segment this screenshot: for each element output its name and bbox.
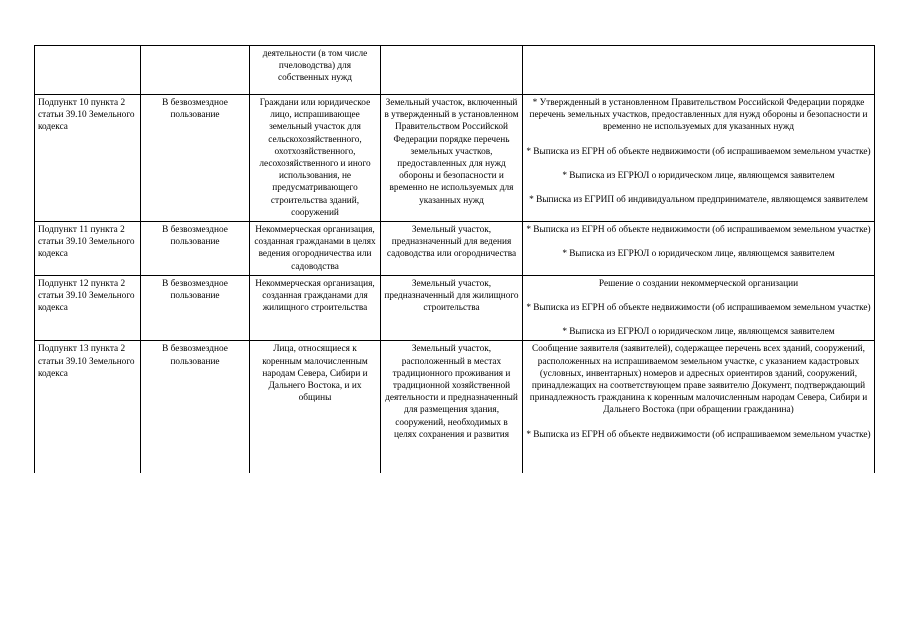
documents-cell (523, 95, 875, 222)
legal-basis-cell: Подпункт 10 пункта 2 статьи 39.10 Земельного кодекса (35, 95, 141, 222)
document-item: * Выписка из ЕГРН об объекте недвижимости (об испрашиваемом земельном участке) (526, 303, 871, 314)
table-row (35, 95, 875, 222)
legal-basis-cell: Подпункт 11 пункта 2 статьи 39.10 Земельного кодекса (35, 222, 141, 276)
document-item: * Выписка из ЕГРН об объекте недвижимости (об испрашиваемом земельном участке) (526, 429, 871, 440)
document-item: Сообщение заявителя (заявителей), содержащее перечень всех зданий, сооружений, расположенных на испрашиваемом земельном участке, с указанием кадастровых (условных, инвентарных) номеров и адресных ориентиров зданий, сооружений, принадлежащих на соответствующем праве заявителю Документ, подтверждающий принадлежность гражданина к коренным малочисленным народам Севера, Сибири и Дальнего Востока (при обращении гражданина) (529, 344, 868, 416)
document-item: * Выписка из ЕГРЮЛ о юридическом лице, являющемся заявителем (562, 170, 835, 181)
right-type-cell: В безвозмездное пользование (141, 222, 250, 276)
applicant-cell: Лица, относящиеся к коренным малочисленным народам Севера, Сибири и Дальнего Востока, и их общины (250, 341, 381, 474)
document-item: Решение о создании некоммерческой организации (598, 278, 799, 289)
applicant-cell: Граждани или юридическое лицо, испрашивающее земельный участок для сельскохозяйственного, охотхозяйственного, лесохозяйственного и иного использования, не предусматривающего строительства зданий, сооружений (250, 95, 381, 222)
right-type-cell: В безвозмездное пользование (141, 275, 250, 341)
land-plot-cell (381, 46, 523, 95)
document-item: * Утвержденный в установленном Правительством Российской Федерации порядке перечень земельных участков, предоставленных для нужд обороны и безопасности и временно не используемых для указанных нужд (529, 98, 868, 133)
document-item: * Выписка из ЕГРН об объекте недвижимости (об испрашиваемом земельном участке) (526, 146, 871, 157)
table-row (35, 341, 875, 474)
legal-basis-cell: Подпункт 13 пункта 2 статьи 39.10 Земельного кодекса (35, 341, 141, 474)
land-plot-cell: Земельный участок, расположенный в местах традиционного проживания и традиционной хозяйственной деятельности и предназначенный для размещения здания, сооружений, необходимых в целях сохранения и развития (381, 341, 523, 474)
land-plot-cell: Земельный участок, включенный в утвержденный в установленном Правительством Российской Федерации порядке перечень земельных участков, предоставленных для нужд обороны и безопасности и временно не используемых для указанных нужд (381, 95, 523, 222)
legal-basis-cell (35, 46, 141, 95)
table-row (35, 46, 875, 95)
legal-basis-cell: Подпункт 12 пункта 2 статьи 39.10 Земельного кодекса (35, 275, 141, 341)
applicant-cell: Некоммерческая организация, созданная гражданами для жилищного строительства (250, 275, 381, 341)
document-item: * Выписка из ЕГРИП об индивидуальном предпринимателе, являющемся заявителем (529, 195, 868, 206)
right-type-cell: В безвозмездное пользование (141, 341, 250, 474)
land-plot-cell: Земельный участок, предназначенный для жилищного строительства (381, 275, 523, 341)
applicant-cell: деятельности (в том числе пчеловодства) для собственных нужд (250, 46, 381, 95)
documents-cell (523, 222, 875, 276)
right-type-cell: В безвозмездное пользование (141, 95, 250, 222)
table-row (35, 222, 875, 276)
documents-cell (523, 46, 875, 95)
table-row (35, 275, 875, 341)
document-item: * Выписка из ЕГРН об объекте недвижимости (об испрашиваемом земельном участке) (526, 225, 871, 236)
land-plot-cell: Земельный участок, предназначенный для ведения садоводства или огородничества (381, 222, 523, 276)
right-type-cell (141, 46, 250, 95)
documents-table (34, 45, 875, 473)
documents-cell (523, 275, 875, 341)
documents-cell (523, 341, 875, 474)
document-item: * Выписка из ЕГРЮЛ о юридическом лице, являющемся заявителем (562, 327, 835, 338)
applicant-cell: Некоммерческая организация, созданная гражданами в целях ведения огородничества или садоводства (250, 222, 381, 276)
document-item: * Выписка из ЕГРЮЛ о юридическом лице, являющемся заявителем (562, 249, 835, 260)
